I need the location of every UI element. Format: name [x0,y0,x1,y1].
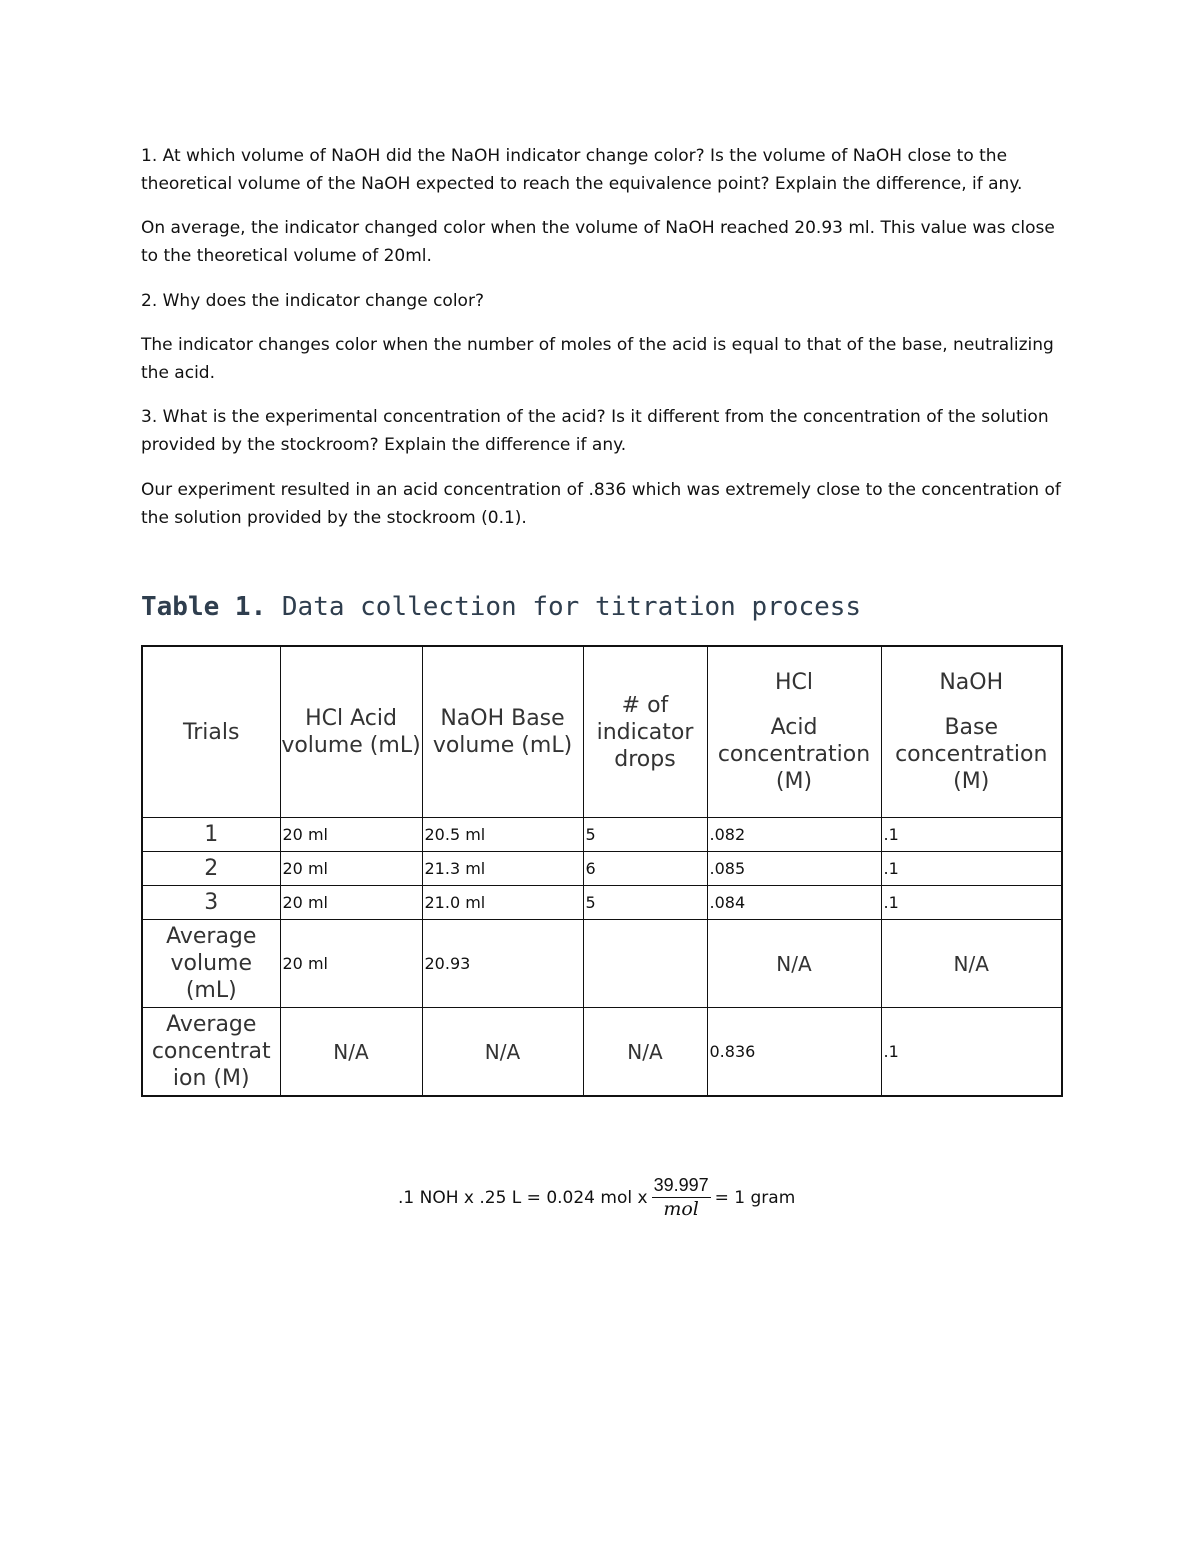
question-3: 3. What is the experimental concentration of the acid? Is it different from the concentration of the solution provided by the stockroom? Explain the difference if any. [141,407,1049,455]
naoh-volume-cell: 20.93 [422,920,583,1008]
hcl-volume-cell: 20 ml [280,886,422,920]
naoh-concentration-cell: .1 [881,852,1062,886]
drops-cell: 5 [583,886,707,920]
header-trials: Trials [142,646,280,818]
hcl-concentration-cell: .084 [707,886,881,920]
formula-left: .1 NOH x .25 L = 0.024 mol x [398,1187,648,1208]
hcl-concentration-cell: N/A [707,920,881,1008]
formula-denominator: mol [663,1198,699,1220]
naoh-concentration-cell: .1 [881,1008,1062,1097]
average-concentration-row [142,1008,1062,1097]
drops-cell: N/A [583,1008,707,1097]
hcl-volume-cell: N/A [280,1008,422,1097]
header-naoh-volume: NaOH Base volume (mL) [422,646,583,818]
drops-cell [583,920,707,1008]
drops-cell: 6 [583,852,707,886]
naoh-concentration-cell: .1 [881,886,1062,920]
formula-fraction [652,1175,711,1220]
answer-3: Our experiment resulted in an acid concentration of .836 which was extremely close to the concentration of the solution provided by the stockroom (0.1). [141,480,1061,528]
table-row [142,818,1062,852]
naoh-concentration-cell: N/A [881,920,1062,1008]
trial-number: 3 [142,886,280,920]
average-volume-label: Average volume (mL) [142,920,280,1008]
answer-1: On average, the indicator changed color when the volume of NaOH reached 20.93 ml. This value was close to the theoretical volume of 20ml. [141,218,1055,266]
header-indicator-drops: # of indicator drops [583,646,707,818]
question-1: 1. At which volume of NaOH did the NaOH indicator change color? Is the volume of NaOH close to the theoretical volume of the NaOH expected to reach the equivalence point? Explain the difference, if any. [141,146,1023,194]
header-naoh-concentration: NaOH Base concentration (M) [881,646,1062,818]
formula-numerator: 39.997 [652,1175,711,1198]
table-row [142,852,1062,886]
hcl-volume-cell: 20 ml [280,818,422,852]
drops-cell: 5 [583,818,707,852]
hcl-volume-cell: 20 ml [280,920,422,1008]
trial-number: 1 [142,818,280,852]
average-volume-row [142,920,1062,1008]
table-row [142,886,1062,920]
naoh-concentration-cell: .1 [881,818,1062,852]
hcl-concentration-cell: 0.836 [707,1008,881,1097]
hcl-concentration-cell: .082 [707,818,881,852]
header-hcl-volume: HCl Acid volume (mL) [280,646,422,818]
answer-2: The indicator changes color when the number of moles of the acid is equal to that of the base, neutralizing the acid. [141,335,1054,383]
trial-number: 2 [142,852,280,886]
naoh-volume-cell: 21.0 ml [422,886,583,920]
naoh-volume-cell: 20.5 ml [422,818,583,852]
mass-calculation-formula [398,1175,795,1220]
table-header-row [142,646,1062,818]
table-caption-text: Data collection for titration process [281,592,862,622]
formula-right: = 1 gram [714,1187,796,1208]
hcl-volume-cell: 20 ml [280,852,422,886]
header-hcl-concentration: HCl Acid concentration (M) [707,646,881,818]
naoh-volume-cell: 21.3 ml [422,852,583,886]
hcl-concentration-cell: .085 [707,852,881,886]
titration-data-table [141,645,1063,1097]
table-caption [141,592,861,622]
question-2: 2. Why does the indicator change color? [141,291,484,311]
naoh-volume-cell: N/A [422,1008,583,1097]
average-concentration-label: Average concentrat ion (M) [142,1008,280,1097]
table-caption-label: Table 1. [141,592,267,622]
